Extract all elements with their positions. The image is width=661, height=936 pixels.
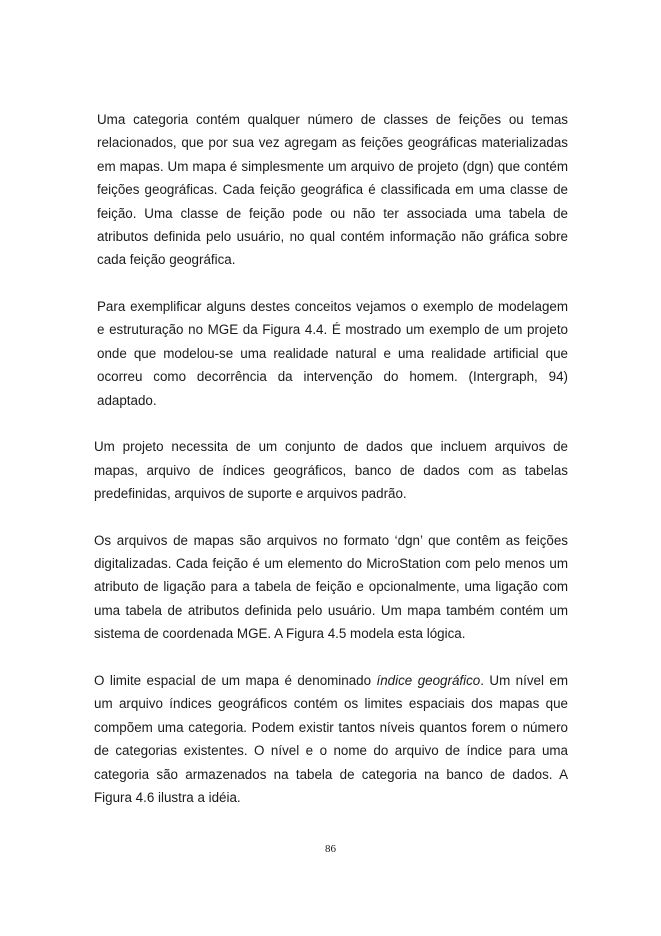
paragraph-projeto: Um projeto necessita de um conjunto de dados que incluem arquivos de mapas, arquivo de índices geográficos, banco de dados com as tabelas predefinidas, arquivos de suporte e arquivos padrão. [94, 439, 568, 502]
paragraph-arquivos-mapas: Os arquivos de mapas são arquivos no formato ‘dgn’ que contêm as feições digitalizadas. Cada feição é um elemento do MicroStation com pelo menos um atributo de ligação para a tabela de feição e opcionalmente, uma ligação com uma tabela de atributos definida pelo usuário. Um mapa também contém um sistema de coordenada MGE. A Figura 4.5 modela esta lógica. [94, 532, 568, 642]
body-text [94, 108, 568, 809]
paragraph-limite-espacial-end: . Um nível em um arquivo índices geográficos contém os limites espaciais dos mapas que compõem uma categoria. Podem existir tantos níveis quantos forem o número de categorias existentes. O nível e o nome do arquivo de índice para uma categoria são armazenados na tabela de categoria na banco de dados. A Figura 4.6 ilustra a idéia. [94, 672, 569, 805]
page-number: 86 [325, 843, 336, 855]
paragraph-exemplo: Para exemplificar alguns destes conceitos vejamos o exemplo de modelagem e estruturação no MGE da Figura 4.4. É mostrado um exemplo de um projeto onde que modelou-se uma realidade natural e uma realidade artificial que ocorreu como decorrência da intervenção do homem. (Intergraph, 94) adaptado. [97, 299, 568, 408]
term-indice-geografico: índice geográfico [376, 672, 481, 688]
paragraph-limite-espacial-start: O limite espacial de um mapa é denominado [94, 672, 377, 688]
paragraph-categoria: Uma categoria contém qualquer número de classes de feições ou temas relacionados, que por sua vez agregam as feições geográficas materializadas em mapas. Um mapa é simplesmente um arquivo de projeto (dgn) que contém feições geográficas. Cada feição geográfica é classificada em uma classe de feição. Uma classe de feição pode ou não ter associada uma tabela de atributos definida pelo usuário, no qual contém informação não gráfica sobre cada feição geográfica. [97, 112, 568, 268]
paragraph-limite-espacial [94, 669, 568, 809]
